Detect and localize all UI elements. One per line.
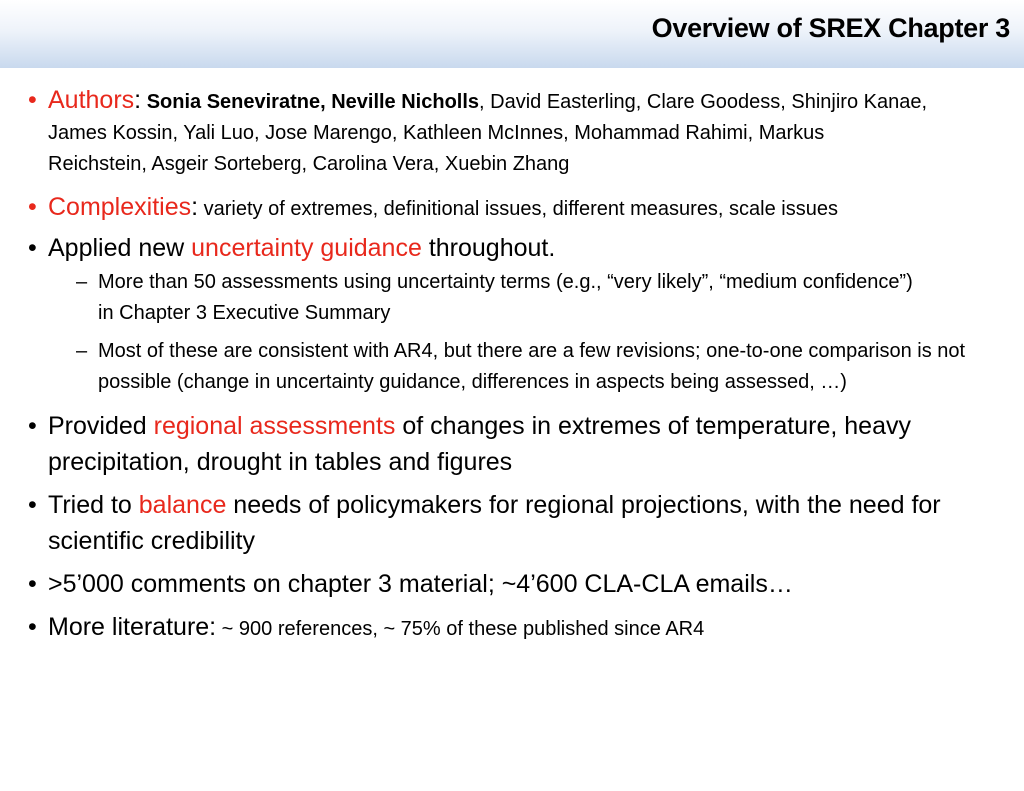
bullet-marker: • [28, 412, 37, 440]
bullet-balance [28, 487, 948, 559]
bullet-marker: • [28, 193, 37, 221]
sub-bullet-text: More than 50 assessments using uncertainty terms (e.g., “very likely”, “medium confidence”) in Chapter 3 Executive Summary [98, 271, 913, 324]
bullet-uncertainty [28, 230, 988, 266]
sub-bullet-text: Most of these are consistent with AR4, but there are a few revisions; one-to-one comparison is not possible (change in uncertainty guidance, differences in aspects being assessed, …) [98, 340, 966, 393]
bullet-marker: • [28, 86, 37, 114]
complexities-text: variety of extremes, definitional issues, different measures, scale issues [198, 198, 838, 220]
complexities-label: Complexities [48, 193, 192, 221]
regional-highlight: regional assessments [153, 412, 396, 440]
sub-bullet-marker: – [76, 340, 88, 362]
authors-colon: : [134, 86, 142, 114]
sub-bullet-marker: – [76, 271, 88, 293]
sub-bullet-consistency [28, 336, 988, 398]
complexities-colon: : [191, 193, 199, 221]
uncertainty-pre: Applied new [48, 234, 192, 262]
bullet-marker: • [28, 570, 37, 598]
lead-authors: Sonia Seneviratne, Neville Nicholls [146, 91, 480, 113]
bullet-marker: • [28, 234, 37, 262]
bullet-authors [28, 85, 928, 180]
literature-label: More literature: [48, 613, 217, 641]
bullet-marker: • [28, 491, 37, 519]
balance-post: needs of policymakers for regional projections, with the need for scientific credibility [48, 491, 941, 555]
balance-pre: Tried to [48, 491, 139, 519]
slide-header [0, 0, 1024, 68]
regional-pre: Provided [48, 412, 154, 440]
comments-text: >5’000 comments on chapter 3 material; ~4’600 CLA-CLA emails… [48, 570, 793, 598]
bullet-regional [28, 408, 928, 480]
balance-highlight: balance [138, 491, 227, 519]
uncertainty-post: throughout. [421, 234, 556, 262]
sub-bullet-assessments [28, 267, 928, 329]
literature-text: ~ 900 references, ~ 75% of these published since AR4 [216, 618, 705, 640]
bullet-comments [28, 566, 988, 602]
bullet-marker: • [28, 613, 37, 641]
uncertainty-highlight: uncertainty guidance [191, 234, 422, 262]
slide-body [28, 85, 988, 647]
other-authors: , David Easterling, Clare Goodess, Shinjiro Kanae, James Kossin, Yali Luo, Jose Marengo, Kathleen McInnes, Mohammad Rahimi, Markus Reichstein, Asgeir Sorteberg, Carolina Vera, Xuebin Zhang [48, 91, 928, 175]
bullet-complexities [28, 192, 948, 225]
slide-title: Overview of SREX Chapter 3 [651, 13, 1010, 43]
regional-post: of changes in extremes of temperature, heavy precipitation, drought in tables and figures [48, 412, 911, 476]
authors-label: Authors [48, 86, 135, 114]
bullet-literature [28, 609, 988, 647]
